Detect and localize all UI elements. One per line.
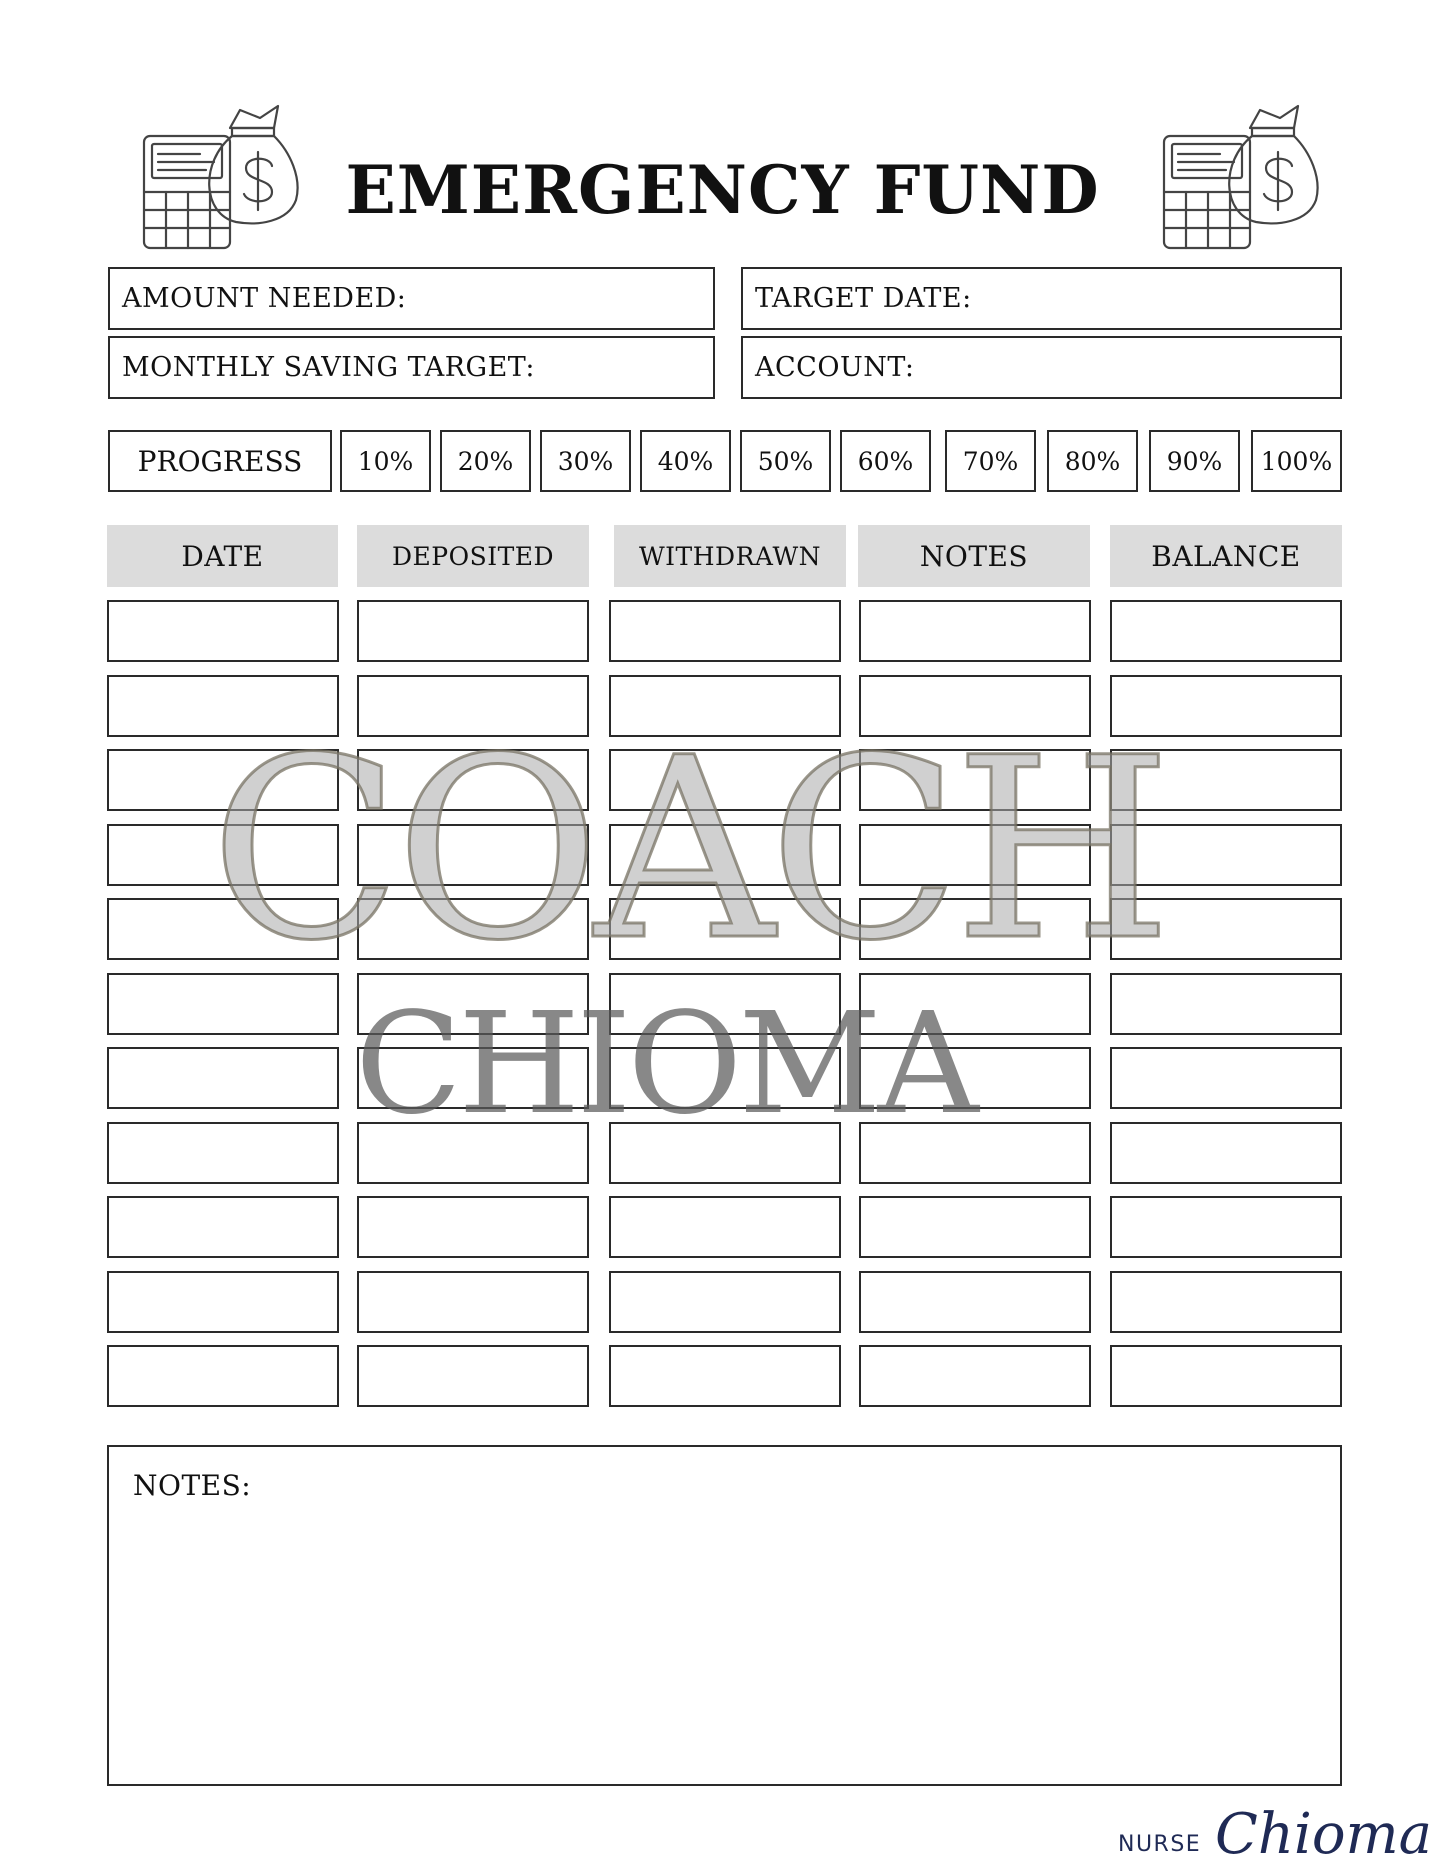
table-cell-date[interactable] <box>107 1345 339 1407</box>
table-cell-notes[interactable] <box>859 1122 1091 1184</box>
page-title: EMERGENCY FUND <box>345 151 1100 229</box>
brand-logo <box>1110 1802 1433 1867</box>
monthly-saving-target-label: MONTHLY SAVING TARGET: <box>122 352 535 383</box>
table-cell-date[interactable] <box>107 749 339 811</box>
table-cell-balance[interactable] <box>1110 898 1342 960</box>
column-header-balance: BALANCE <box>1110 525 1342 587</box>
table-cell-notes[interactable] <box>859 973 1091 1035</box>
table-cell-withdrawn[interactable] <box>609 898 841 960</box>
table-cell-deposited[interactable] <box>357 898 589 960</box>
progress-step-50[interactable]: 50% <box>740 430 831 492</box>
calculator-money-bag-icon <box>140 92 300 252</box>
table-cell-withdrawn[interactable] <box>609 1047 841 1109</box>
table-cell-date[interactable] <box>107 1047 339 1109</box>
watermark-line-2: CHIOMA <box>355 983 975 1146</box>
table-cell-withdrawn[interactable] <box>609 1196 841 1258</box>
column-header-notes: NOTES <box>858 525 1090 587</box>
table-cell-date[interactable] <box>107 824 339 886</box>
progress-step-10[interactable]: 10% <box>340 430 431 492</box>
brand-prefix: NURSE <box>1118 1832 1202 1857</box>
column-header-deposited: DEPOSITED <box>357 525 589 587</box>
table-cell-withdrawn[interactable] <box>609 1122 841 1184</box>
notes-area[interactable] <box>107 1445 1342 1786</box>
table-cell-date[interactable] <box>107 675 339 737</box>
table-cell-date[interactable] <box>107 1271 339 1333</box>
amount-needed-label: AMOUNT NEEDED: <box>122 283 407 314</box>
progress-step-20[interactable]: 20% <box>440 430 531 492</box>
table-cell-notes[interactable] <box>859 1047 1091 1109</box>
progress-step-80[interactable]: 80% <box>1047 430 1138 492</box>
table-cell-notes[interactable] <box>859 898 1091 960</box>
table-cell-deposited[interactable] <box>357 1271 589 1333</box>
table-cell-withdrawn[interactable] <box>609 1345 841 1407</box>
table-cell-date[interactable] <box>107 600 339 662</box>
table-cell-balance[interactable] <box>1110 1122 1342 1184</box>
table-cell-deposited[interactable] <box>357 749 589 811</box>
target-date-label: TARGET DATE: <box>755 283 972 314</box>
brand-name: Chioma <box>1215 1802 1433 1867</box>
table-cell-notes[interactable] <box>859 1345 1091 1407</box>
table-cell-notes[interactable] <box>859 675 1091 737</box>
table-cell-notes[interactable] <box>859 749 1091 811</box>
table-cell-date[interactable] <box>107 973 339 1035</box>
progress-step-70[interactable]: 70% <box>945 430 1036 492</box>
table-cell-withdrawn[interactable] <box>609 1271 841 1333</box>
table-cell-deposited[interactable] <box>357 973 589 1035</box>
account-field[interactable] <box>741 336 1342 399</box>
table-cell-deposited[interactable] <box>357 1345 589 1407</box>
table-cell-balance[interactable] <box>1110 1047 1342 1109</box>
column-header-date: DATE <box>107 525 338 587</box>
table-cell-deposited[interactable] <box>357 1047 589 1109</box>
table-cell-notes[interactable] <box>859 600 1091 662</box>
account-label: ACCOUNT: <box>755 352 915 383</box>
table-cell-balance[interactable] <box>1110 600 1342 662</box>
table-cell-notes[interactable] <box>859 1196 1091 1258</box>
table-cell-balance[interactable] <box>1110 675 1342 737</box>
calculator-money-bag-icon <box>1160 92 1320 252</box>
table-cell-date[interactable] <box>107 898 339 960</box>
table-cell-withdrawn[interactable] <box>609 973 841 1035</box>
table-cell-date[interactable] <box>107 1196 339 1258</box>
table-cell-deposited[interactable] <box>357 824 589 886</box>
column-header-withdrawn: WITHDRAWN <box>614 525 846 587</box>
watermark-line-1: COACH <box>210 704 1167 995</box>
progress-step-40[interactable]: 40% <box>640 430 731 492</box>
target-date-field[interactable] <box>741 267 1342 330</box>
table-cell-notes[interactable] <box>859 824 1091 886</box>
table-cell-withdrawn[interactable] <box>609 824 841 886</box>
table-cell-balance[interactable] <box>1110 973 1342 1035</box>
table-cell-balance[interactable] <box>1110 1345 1342 1407</box>
table-cell-balance[interactable] <box>1110 824 1342 886</box>
table-cell-deposited[interactable] <box>357 600 589 662</box>
monthly-saving-target-field[interactable] <box>108 336 715 399</box>
table-cell-withdrawn[interactable] <box>609 675 841 737</box>
progress-label: PROGRESS <box>108 430 332 492</box>
progress-step-60[interactable]: 60% <box>840 430 931 492</box>
table-cell-withdrawn[interactable] <box>609 600 841 662</box>
table-cell-deposited[interactable] <box>357 675 589 737</box>
table-cell-date[interactable] <box>107 1122 339 1184</box>
table-cell-deposited[interactable] <box>357 1196 589 1258</box>
table-cell-deposited[interactable] <box>357 1122 589 1184</box>
table-cell-balance[interactable] <box>1110 1196 1342 1258</box>
progress-step-100[interactable]: 100% <box>1251 430 1342 492</box>
notes-label: NOTES: <box>133 1469 252 1502</box>
table-cell-withdrawn[interactable] <box>609 749 841 811</box>
table-cell-balance[interactable] <box>1110 1271 1342 1333</box>
table-cell-notes[interactable] <box>859 1271 1091 1333</box>
amount-needed-field[interactable] <box>108 267 715 330</box>
progress-step-30[interactable]: 30% <box>540 430 631 492</box>
table-cell-balance[interactable] <box>1110 749 1342 811</box>
progress-step-90[interactable]: 90% <box>1149 430 1240 492</box>
